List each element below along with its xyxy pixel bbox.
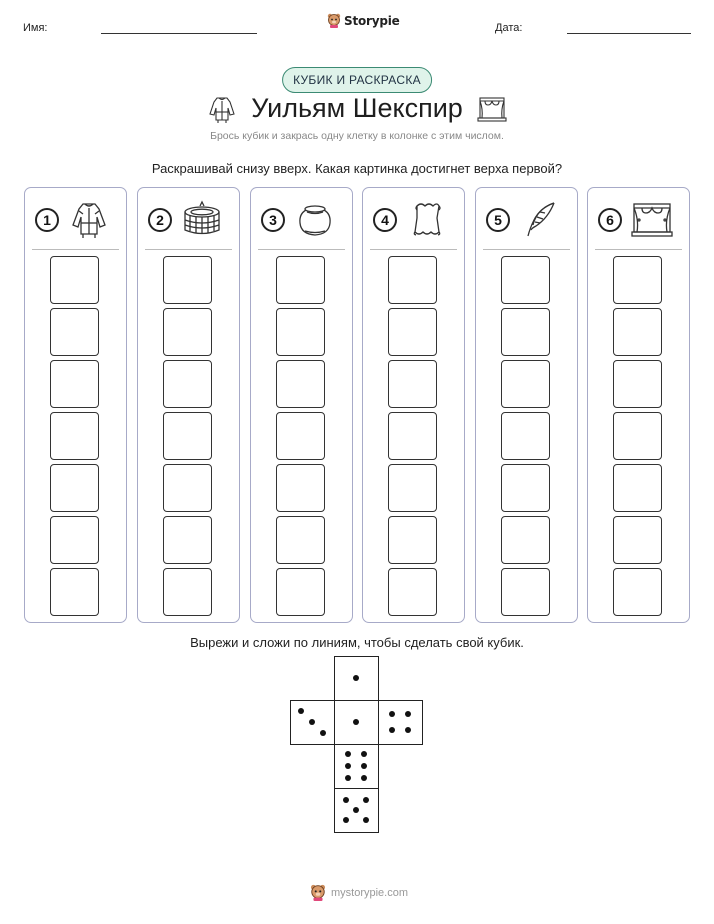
coloring-cell[interactable] [388, 464, 437, 512]
coloring-cell[interactable] [388, 516, 437, 564]
coloring-cell[interactable] [50, 360, 99, 408]
dice-pip [345, 775, 351, 781]
dice-pip [298, 708, 304, 714]
dice-face-1 [334, 656, 379, 701]
dice-pip [309, 719, 315, 725]
dice-pip [343, 797, 349, 803]
dice-pip [353, 719, 359, 725]
dice-pip [363, 817, 369, 823]
dice-face-3 [290, 700, 335, 745]
globe-theatre-icon [180, 200, 224, 240]
coloring-cell[interactable] [276, 464, 325, 512]
cut-instruction: Вырежи и сложи по линиям, чтобы сделать свой кубик. [190, 635, 524, 650]
scroll-icon [405, 200, 449, 240]
coloring-cell[interactable] [388, 412, 437, 460]
column-6 [587, 187, 690, 623]
column-header [363, 200, 464, 240]
dice-face-1 [334, 700, 379, 745]
coloring-cell[interactable] [276, 308, 325, 356]
coloring-cell[interactable] [613, 360, 662, 408]
coloring-cell[interactable] [163, 256, 212, 304]
title-row [0, 93, 714, 124]
doublet-costume-icon [67, 200, 111, 240]
dice-pip [343, 817, 349, 823]
coloring-cell[interactable] [501, 308, 550, 356]
coloring-cell[interactable] [276, 568, 325, 616]
footer [310, 884, 408, 901]
dice-pip [405, 727, 411, 733]
page-title: Уильям Шекспир [251, 93, 463, 123]
column-header [588, 200, 689, 240]
date-label: Дата: [495, 22, 523, 34]
column-3 [250, 187, 353, 623]
column-divider [145, 249, 232, 250]
coloring-cell[interactable] [501, 412, 550, 460]
coloring-cell[interactable] [276, 412, 325, 460]
coloring-cell[interactable] [163, 360, 212, 408]
dice-pip [345, 751, 351, 757]
dice-pip [389, 711, 395, 717]
coloring-cell[interactable] [388, 568, 437, 616]
stage-curtain-icon [630, 200, 674, 240]
footer-url: mystorypie.com [331, 886, 409, 899]
name-line [101, 33, 257, 34]
coloring-cell[interactable] [501, 516, 550, 564]
coloring-cell[interactable] [613, 256, 662, 304]
stage-curtain-icon [477, 95, 507, 123]
coloring-cell[interactable] [613, 308, 662, 356]
coloring-cell[interactable] [163, 516, 212, 564]
dice-pip [345, 763, 351, 769]
coloring-cell[interactable] [50, 464, 99, 512]
brand-name: Storypie [344, 13, 400, 28]
coloring-cell[interactable] [163, 568, 212, 616]
column-divider [258, 249, 345, 250]
coloring-cell[interactable] [50, 412, 99, 460]
date-line [567, 33, 691, 34]
column-number: 6 [598, 208, 622, 232]
column-number: 1 [35, 208, 59, 232]
coloring-cell[interactable] [613, 516, 662, 564]
dice-face-4 [378, 700, 423, 745]
dice-pip [389, 727, 395, 733]
column-number: 2 [148, 208, 172, 232]
coloring-cell[interactable] [276, 360, 325, 408]
dice-pip [320, 730, 326, 736]
pot-icon [293, 200, 337, 240]
column-header [476, 200, 577, 240]
coloring-cell[interactable] [163, 308, 212, 356]
instruction: Раскрашивай снизу вверх. Какая картинка достигнет верха первой? [151, 161, 563, 176]
coloring-cell[interactable] [388, 360, 437, 408]
dice-pip [361, 751, 367, 757]
coloring-cell[interactable] [501, 568, 550, 616]
coloring-cell[interactable] [388, 308, 437, 356]
column-number: 3 [261, 208, 285, 232]
coloring-cell[interactable] [50, 568, 99, 616]
coloring-cell[interactable] [613, 464, 662, 512]
column-number: 4 [373, 208, 397, 232]
column-1 [24, 187, 127, 623]
coloring-cell[interactable] [276, 256, 325, 304]
name-label: Имя: [23, 22, 48, 34]
coloring-cell[interactable] [276, 516, 325, 564]
coloring-cell[interactable] [501, 256, 550, 304]
column-header [251, 200, 352, 240]
column-divider [483, 249, 570, 250]
bear-mascot-icon [327, 13, 341, 28]
column-header [138, 200, 239, 240]
coloring-cell[interactable] [163, 464, 212, 512]
column-header [25, 200, 126, 240]
column-5 [475, 187, 578, 623]
doublet-costume-icon [207, 94, 237, 124]
dice-pip [361, 775, 367, 781]
bear-mascot-icon [310, 884, 326, 901]
activity-badge: КУБИК И РАСКРАСКА [282, 67, 432, 93]
coloring-cell[interactable] [50, 308, 99, 356]
coloring-cell[interactable] [613, 412, 662, 460]
subtitle: Брось кубик и закрась одну клетку в колонке с этим числом. [210, 130, 504, 142]
dice-face-6 [334, 744, 379, 789]
column-4 [362, 187, 465, 623]
coloring-cell[interactable] [388, 256, 437, 304]
dice-pip [405, 711, 411, 717]
column-number: 5 [486, 208, 510, 232]
quill-feather-icon [518, 200, 562, 240]
coloring-cell[interactable] [501, 360, 550, 408]
dice-pip [353, 807, 359, 813]
column-2 [137, 187, 240, 623]
column-divider [32, 249, 119, 250]
coloring-cell[interactable] [50, 256, 99, 304]
coloring-cell[interactable] [163, 412, 212, 460]
dice-pip [353, 675, 359, 681]
column-divider [595, 249, 682, 250]
coloring-cell[interactable] [613, 568, 662, 616]
dice-face-5 [334, 788, 379, 833]
dice-pip [363, 797, 369, 803]
coloring-cell[interactable] [50, 516, 99, 564]
dice-pip [361, 763, 367, 769]
column-divider [370, 249, 457, 250]
brand-logo [327, 13, 400, 28]
coloring-cell[interactable] [501, 464, 550, 512]
